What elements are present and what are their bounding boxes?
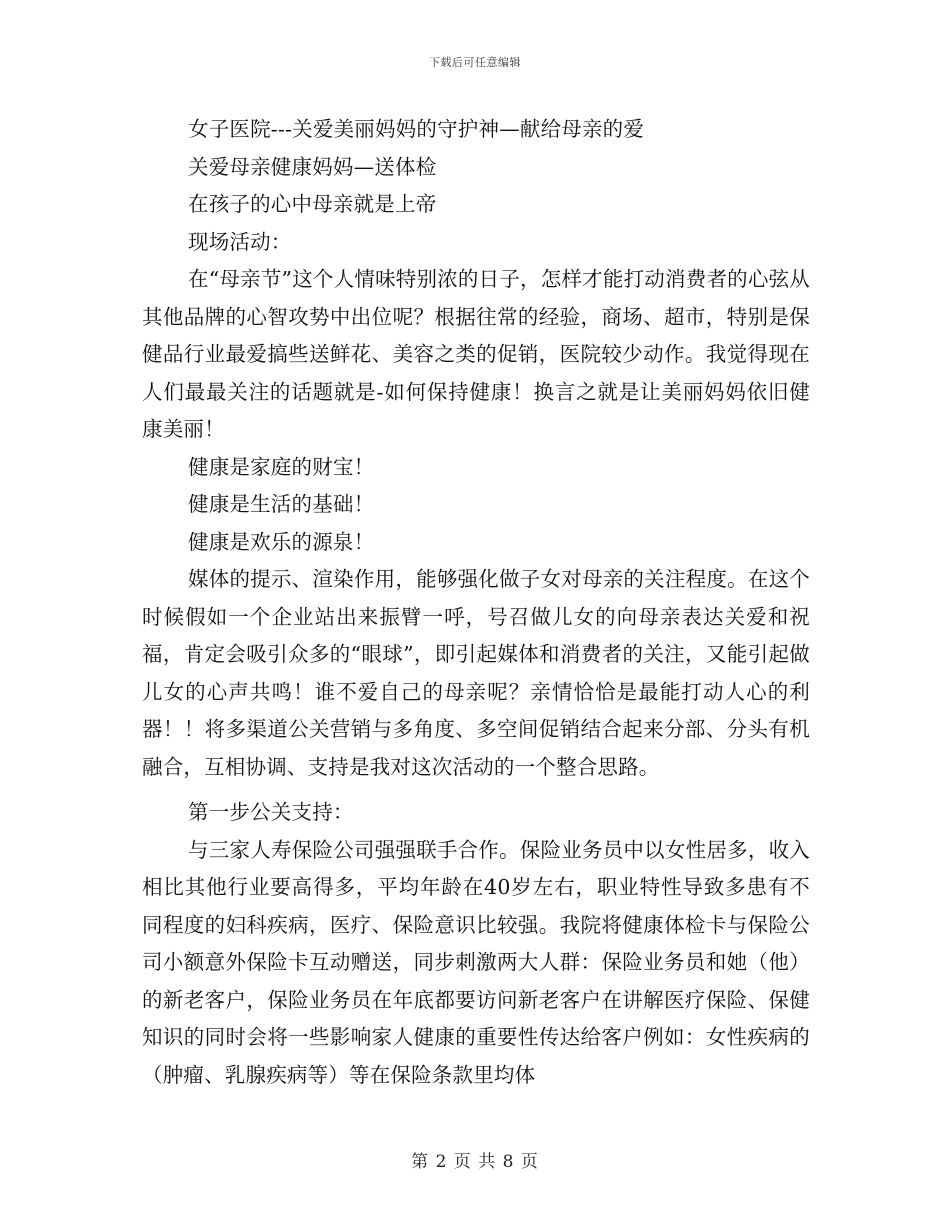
slogan-line-2: 健康是生活的基础！ (188, 492, 375, 516)
title-line-1: 女子医院---关爱美丽妈妈的守护神—献给母亲的爱 (188, 117, 645, 141)
paragraph-media-role: 媒体的提示、渲染作用，能够强化做子女对母亲的关注程度。在这个时候假如一个企业站出来振臂一呼，号召做儿女的向母亲表达关爱和祝福，肯定会吸引众多的“眼球”，即引起媒体和消费者的关注，又能引起做儿女的心声共鸣！谁不爱自己的母亲呢？亲情恰恰是最能打动人心的利器！！将多渠道公关营销与多角度、多空间促销结合起来分部、分头有机融合，互相协调、支持是我对这次活动的一个整合思路。 (142, 567, 810, 779)
slogan-line-3: 健康是欢乐的源泉！ (188, 529, 375, 554)
page-header-note: 下载后可任意编辑 (429, 56, 521, 69)
spacer (142, 786, 810, 794)
title-line-2: 关爱母亲健康妈妈—送体检 (188, 154, 437, 179)
paragraph-mothers-day-intro: 在“母亲节”这个人情味特别浓的日子，怎样才能打动消费者的心弦从其他品牌的心智攻势中出位呢？根据往常的经验，商场、超市，特别是保健品行业最爱搞些送鲜花、美容之类的促销，医院较少动作。我觉得现在人们最最关注的话题就是-如何保持健康！换言之就是让美丽妈妈依旧健康美丽！ (142, 267, 810, 441)
slogan-line-1: 健康是家庭的财宝！ (188, 454, 375, 479)
title-line-3: 在孩子的心中母亲就是上帝 (188, 192, 437, 216)
paragraph-insurance-partnership: 与三家人寿保险公司强强联手合作。保险业务员中以女性居多，收入相比其他行业要高得多，平均年龄在40岁左右，职业特性导致多患有不同程度的妇科疾病，医疗、保险意识比较强。我院将健康体检卡与保险公司小额意外保险卡互动赠送，同步刺激两大人群：保险业务员和她（他）的新老客户，保险业务员在年底都要访问新老客户在讲解医疗保险、保健知识的同时会将一些影响家人健康的重要性传达给客户例如：女性疾病的（肿瘤、乳腺疾病等）等在保险条款里均体 (142, 837, 810, 1087)
section-heading-onsite-activity: 现场活动： (188, 229, 292, 254)
page-number-footer: 第 2 页 共 8 页 (411, 1152, 539, 1172)
document-body (142, 111, 810, 1094)
section-heading-step-one: 第一步公关支持： (188, 800, 354, 824)
